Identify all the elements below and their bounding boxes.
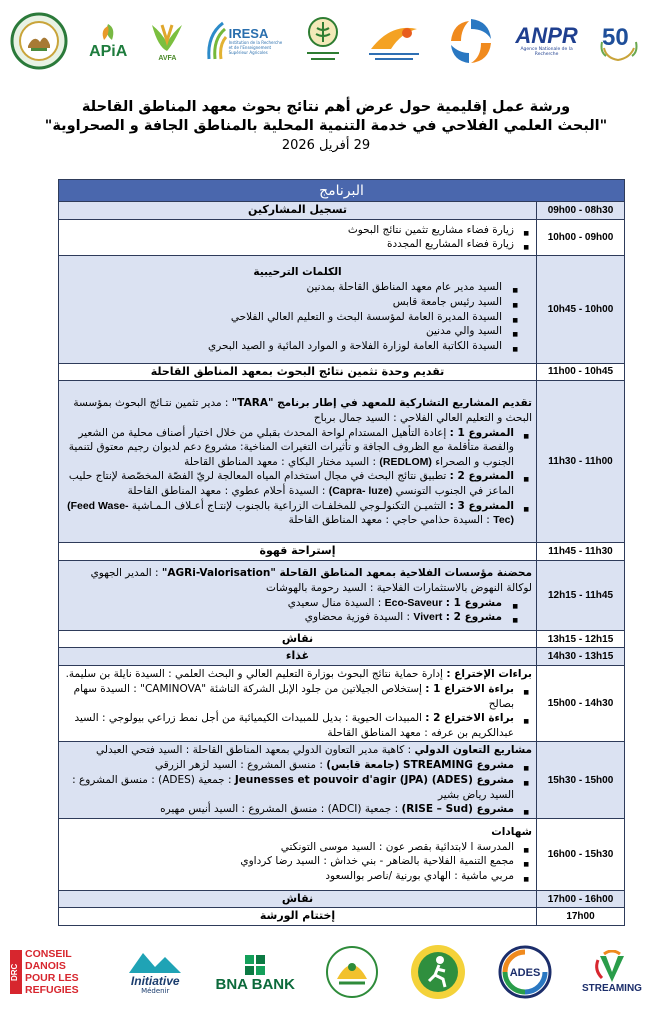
- list-item: ■ المشروع 2 : تطبيق نتائج البحث في مجال استخدام المياه المعالجة لريّ الفصّة المخصّصة لإنتاج حليب الماعز في الجنوب التونسي (Capra- luze) : السيدة أحلام عطوي : معهد المناطق القاحلة: [63, 469, 532, 498]
- iresa-logo-subtext: Institution de la Recherche et de l'Enseignement Supérieur Agricoles: [228, 40, 283, 55]
- workshop-title: ورشة عمل إقليمية حول عرض أهم نتائج بحوث معهد المناطق القاحلة: [81, 99, 571, 115]
- list-item: ■ زيارة فضاء مشاريع تثمين نتائج البحوث: [63, 223, 532, 238]
- session-intro: مشاريع التعاون الدولي : كاهية مدير التعاون الدولي بمعهد المناطق القاحلة : السيد فتحي العبدلي: [96, 744, 532, 757]
- table-row: [59, 363, 625, 381]
- table-row: [59, 630, 625, 648]
- partner-logos-top: [10, 10, 642, 72]
- avfa-logo-text: AVFA: [158, 54, 177, 62]
- session-time: 13h15 - 12h15: [537, 630, 625, 648]
- table-row: [59, 890, 625, 908]
- table-row: [59, 202, 625, 220]
- list-item: ■ زيارة فضاء المشاريع المجددة: [63, 237, 532, 252]
- initiative-logo-subtext: Médenir: [141, 987, 170, 995]
- session-discussion: نقاش: [59, 630, 537, 648]
- initiative-medenine-logo: [125, 949, 185, 995]
- list-item: ■ المشروع 1 : إعادة التأهيل المستدام لواحة المحدث بقبلي من خلال اختيار أصناف محلية من الشعير والفصة متأقلمة مع الظروف الجافة و تأثيرات التغيرات المناخية: مشروع دعم لديوان رجيم معتوق لتنمية الجنوب و الصحراء (REDLOM) : السيد مختار البكاي : معهد المناطق القاحلة: [63, 426, 532, 470]
- program-title: البرنامج: [59, 180, 625, 202]
- session-international-cooperation: [59, 742, 537, 818]
- bna-bank-logo-text: BNA BANK: [215, 975, 295, 993]
- list-item: ■ السيد والي مدنين: [63, 324, 532, 339]
- table-row: [59, 255, 625, 363]
- anpr-logo: [515, 25, 577, 57]
- session-intro: محضنة مؤسسات الفلاحية بمعهد المناطق القاحلة "AGRi-Valorisation" : المدير الجهوي لوكالة النهوض بالاستثمارات الفلاحية : السيد رحومة بالهوشات: [90, 566, 532, 594]
- session-visits: [59, 219, 537, 255]
- drc-logo-text: CONSEIL DANOIS POUR LES REFUGIES: [25, 948, 79, 996]
- table-row: [59, 665, 625, 741]
- apia-logo: [86, 22, 130, 60]
- list-item: ■ المشروع 3 : التثميـن التكنولـوجي للمخلفـات الزراعية بالجنوب لإنتـاج أعـلاف الـمـاشية (Feed Wase-Tec) : السيدة حذامي حاجي : معهد المناطق القاحلة: [63, 499, 532, 528]
- session-testimonials: [59, 818, 537, 890]
- program-table: [58, 179, 625, 926]
- session-patents: [59, 665, 537, 741]
- anpr-logo-text: ANPR: [515, 23, 578, 48]
- ades-logo-text: ADES: [509, 967, 540, 979]
- list-item: ■ مربي ماشية : الهادي بورنية /ناصر بوالسعود: [63, 869, 532, 884]
- gabes-university-logo: [445, 15, 497, 67]
- iresa-logo-text: IRESA: [228, 26, 269, 41]
- cdd-runner-logo: [409, 943, 467, 1001]
- radci-association-logo: [325, 945, 379, 999]
- session-time: 10h00 - 09h00: [537, 219, 625, 255]
- gabes-development-logo: [361, 19, 427, 63]
- session-intro: تقديم المشاريع التشاركية للمعهد في إطار برنامج "TARA" : مدير تثمين نتـائج البحوث بمؤسسة البحث و التعليم العالي الفلاحي : السيد جمال برباح: [73, 396, 532, 424]
- table-row: [59, 908, 625, 926]
- initiative-logo-text: Initiative: [130, 974, 180, 988]
- session-incubator: [59, 560, 537, 630]
- session-registration: تسجيل المشاركين: [59, 202, 537, 220]
- table-row: [59, 648, 625, 666]
- session-closing: إختتام الورشة: [59, 908, 537, 926]
- table-row: [59, 818, 625, 890]
- list-item: ■ السيد رئيس جامعة قابس: [63, 295, 532, 310]
- session-time: 09h00 - 08h30: [537, 202, 625, 220]
- list-item: ■ مشروع 2 : Vivert : السيدة فوزية محضاوي: [63, 610, 532, 625]
- session-time: 11h45 - 11h30: [537, 543, 625, 561]
- table-row: [59, 381, 625, 543]
- table-row: [59, 219, 625, 255]
- streaming-logo: [582, 950, 642, 994]
- session-title: شهادات: [491, 826, 532, 839]
- session-time: 16h00 - 15h30: [537, 818, 625, 890]
- list-item: ■ مشروع Jeunesses et pouvoir d'agir (JPA) (ADES) : جمعية (ADES) : منسق المشروع : السيد رياض بشير: [63, 773, 532, 802]
- session-tara-projects: [59, 381, 537, 543]
- drc-logo: DRC CONSEIL DANOIS POUR LES REFUGIES: [10, 948, 95, 996]
- anpr-logo-subtext: Agence Nationale de la Recherche: [520, 47, 573, 57]
- session-valorisation-unit: تقديم وحدة تثمين نتائج البحوث بمعهد المناطق القاحلة: [59, 363, 537, 381]
- session-welcome-speeches: [59, 255, 537, 363]
- workshop-date: 29 أفريل 2026: [281, 138, 371, 153]
- list-item: ■ مشروع (RISE – Sud) : جمعية (ADCI) : منسق المشروع : السيد أنيس مهيره: [63, 802, 532, 817]
- partner-logos-bottom: [10, 936, 642, 1008]
- list-item: ■ مجمع التنمية الفلاحية بالضاهر - بني خداش : السيد رضا كرداوي: [63, 854, 532, 869]
- avfa-logo: [148, 21, 186, 62]
- list-item: ■ السيدة الكاتبة العامة لوزارة الفلاحة و الموارد المائية و الصيد البحري: [63, 339, 532, 354]
- table-row: [59, 742, 625, 818]
- session-time: 11h00 - 10h45: [537, 363, 625, 381]
- program-header-row: [59, 180, 625, 202]
- session-time: 10h45 - 10h00: [537, 255, 625, 363]
- list-item: ■ السيد مدير عام معهد المناطق القاحلة بمدنين: [63, 280, 532, 295]
- apia-logo-text: APiA: [89, 43, 128, 60]
- ades-logo: [498, 945, 552, 999]
- session-time: 17h00: [537, 908, 625, 926]
- session-time: 14h30 - 13h15: [537, 648, 625, 666]
- session-discussion: نقاش: [59, 890, 537, 908]
- session-lunch: غذاء: [59, 648, 537, 666]
- session-title: الكلمات الترحيبية: [253, 265, 342, 278]
- table-row: [59, 560, 625, 630]
- list-item: ■ مشروع 1 : Eco-Saveur : السيدة منال سعيدي: [63, 596, 532, 611]
- anniversary-50-text: 50: [601, 24, 629, 51]
- ira-emblem-logo: [10, 12, 68, 70]
- workshop-subtitle: "البحث العلمي الفلاحي في خدمة التنمية المحلية بالمناطق الجافة و الصحراوية": [44, 118, 608, 134]
- session-time: 11h30 - 11h00: [537, 381, 625, 543]
- session-time: 12h15 - 11h45: [537, 560, 625, 630]
- list-item: ■ مشروع STREAMING (جامعة قابس) : منسق المشروع : السيد لزهر الزرقي: [63, 758, 532, 773]
- list-item: ■ السيدة المديرة العامة لمؤسسة البحث و التعليم العالي الفلاحي: [63, 310, 532, 325]
- streaming-logo-text: STREAMING: [581, 983, 642, 994]
- iresa-logo: [205, 21, 285, 61]
- bna-bank-logo: [216, 953, 295, 992]
- table-row: [59, 543, 625, 561]
- workshop-heading: [40, 98, 612, 155]
- session-time: 15h30 - 15h00: [537, 742, 625, 818]
- session-coffee-break: إستراحة قهوة: [59, 543, 537, 561]
- session-time: 17h00 - 16h00: [537, 890, 625, 908]
- session-intro: براءات الإختراع : إدارة حماية نتائج البحوث بوزارة التعليم العالي و البحث العلمي : السيدة نايلة بن سليمة.: [65, 667, 532, 680]
- session-time: 15h00 - 14h30: [537, 665, 625, 741]
- list-item: ■ براءة الاختراع 1 : إستخلاص الجيلاتين من جلود الإبل الشركة الناشئة "CAMINOVA" : السيدة سهام بصالح: [63, 682, 532, 711]
- anniversary-50-logo: [596, 18, 642, 64]
- ministry-agriculture-logo: [303, 16, 343, 66]
- list-item: ■ المدرسة ا لابتدائية بقصر عون : السيد موسى التونكتي: [63, 840, 532, 855]
- list-item: ■ براءة الاختراع 2 : المبيدات الحيوية : بديل للمبيدات الكيميائية من أجل نمط زراعي بيولوجي : السيد عبدالكريم بن عرفه : معهد المناطق القاحلة: [63, 711, 532, 740]
